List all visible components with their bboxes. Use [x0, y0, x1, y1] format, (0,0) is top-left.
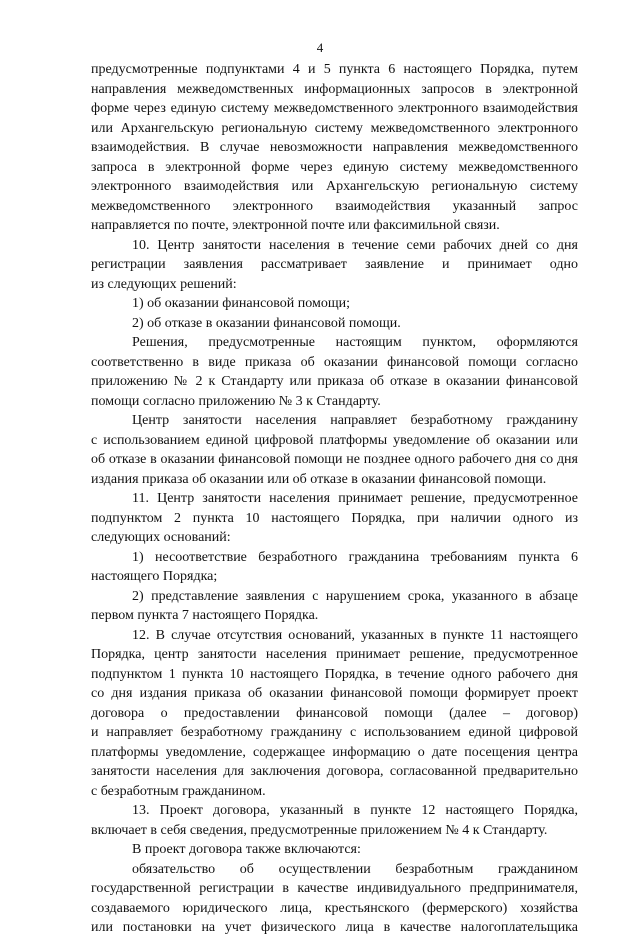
- text-line: и направляет безработному гражданину с использованием единой цифровой: [91, 725, 578, 740]
- text-line: включает в себя сведения, предусмотренные приложением № 4 к Стандарту.: [91, 822, 548, 838]
- text-line: предусмотренные подпунктами 4 и 5 пункта 6 настоящего Порядка, путем: [91, 62, 578, 77]
- text-line: Центр занятости населения направляет безработному гражданину: [132, 413, 578, 428]
- text-line: со дня издания приказа об оказании финансовой помощи формирует проект: [91, 686, 578, 701]
- text-line: соответственно в виде приказа об оказании финансовой помощи согласно: [91, 354, 578, 370]
- text-line: 2) об отказе в оказании финансовой помощи.: [132, 315, 401, 331]
- text-line: договора о предоставлении финансовой помощи (далее – договор): [91, 705, 578, 721]
- text-line: 12. В случае отсутствия оснований, указанных в пункте 11 настоящего: [132, 627, 578, 643]
- text-line: направляется по почте, электронной почте или факсимильной связи.: [91, 218, 500, 233]
- text-line: подпунктом 1 пункта 10 настоящего Порядка, в течение одного рабочего дня: [91, 666, 578, 682]
- text-line: государственной регистрации в качестве индивидуального предпринимателя,: [91, 881, 578, 896]
- body-text: [91, 60, 578, 938]
- text-line: помощи согласно приложению № 3 к Стандарту.: [91, 393, 381, 409]
- text-line: 13. Проект договора, указанный в пункте 12 настоящего Порядка,: [132, 803, 578, 818]
- text-line: платформы уведомление, содержащее информацию о дате посещения центра: [91, 744, 578, 760]
- text-line: создаваемого юридического лица, крестьянского (фермерского) хозяйства: [91, 900, 578, 916]
- text-line: взаимодействия. В случае невозможности направления межведомственного: [91, 140, 578, 155]
- text-line: приложению № 2 к Стандарту или приказа об отказе в оказании финансовой: [91, 374, 578, 389]
- text-line: запроса в электронной форме через единую систему межведомственного: [91, 159, 578, 175]
- text-line: или постановки на учет физического лица в качестве налогоплательщика: [91, 920, 578, 935]
- text-line: подпунктом 2 пункта 10 настоящего Порядка, при наличии одного из: [91, 510, 578, 526]
- text-line: 2) представление заявления с нарушением срока, указанного в абзаце: [132, 588, 578, 604]
- text-line: Порядка, центр занятости населения принимает решение, предусмотренное: [91, 647, 578, 662]
- text-line: из следующих решений:: [91, 276, 237, 292]
- text-line: или Архангельскую региональную систему межведомственного электронного: [91, 120, 578, 136]
- text-line: направления межведомственных информационных запросов в электронной: [91, 81, 578, 97]
- text-line: занятости населения для заключения договора, согласованной предварительно: [91, 764, 578, 779]
- text-line: первом пункта 7 настоящего Порядка.: [91, 608, 319, 623]
- text-line: 11. Центр занятости населения принимает решение, предусмотренное: [132, 491, 578, 506]
- text-line: 1) об оказании финансовой помощи;: [132, 296, 351, 311]
- text-line: с безработным гражданином.: [91, 783, 266, 799]
- text-line: с использованием единой цифровой платформы уведомление об оказании или: [91, 432, 578, 448]
- text-line: межведомственного электронного взаимодействия указанный запрос: [91, 198, 578, 214]
- text-line: следующих оснований:: [91, 530, 231, 545]
- text-line: издания приказа об оказании или об отказе в оказании финансовой помощи.: [91, 471, 547, 487]
- page-number: 4: [316, 40, 324, 55]
- text-line: обязательство об осуществлении безработным гражданином: [132, 861, 578, 877]
- text-line: В проект договора также включаются:: [132, 842, 361, 857]
- text-line: регистрации заявления рассматривает заявление и принимает одно: [91, 257, 578, 272]
- text-line: настоящего Порядка;: [91, 569, 218, 584]
- text-line: Решения, предусмотренные настоящим пунктом, оформляются: [132, 335, 578, 350]
- text-line: 10. Центр занятости населения в течение семи рабочих дней со дня: [132, 237, 578, 253]
- text-line: форме через единую систему межведомственного электронного взаимодействия: [91, 101, 578, 116]
- text-line: электронного взаимодействия или Архангельскую региональную систему: [91, 179, 578, 194]
- text-line: 1) несоответствие безработного гражданина требованиям пункта 6: [132, 549, 578, 565]
- text-line: об отказе в оказании финансовой помощи не позднее одного рабочего дня со дня: [91, 452, 578, 467]
